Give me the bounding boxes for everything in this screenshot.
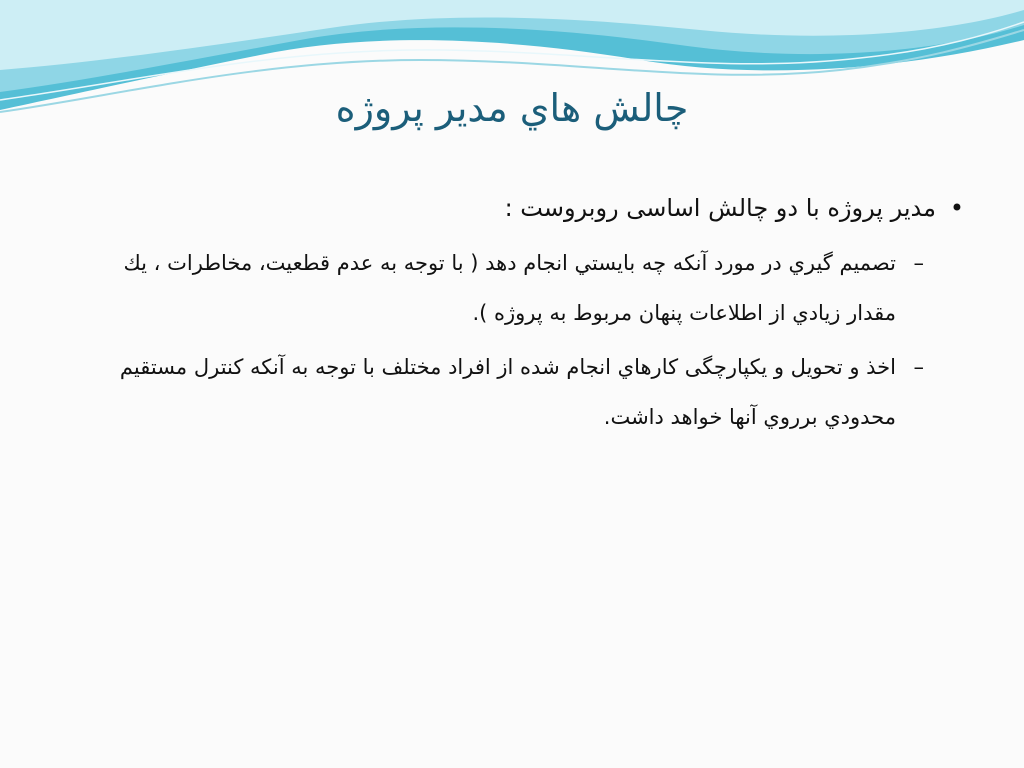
slide-content (84, 188, 964, 446)
sub-bullet-marker: – (913, 251, 924, 275)
sub-bullet-marker: – (913, 355, 924, 379)
bullet-item (84, 188, 964, 228)
sub-bullet-item (84, 238, 924, 338)
slide-title: چالش هاي مدير پروژه (335, 86, 689, 130)
sub-bullet-item (84, 342, 924, 442)
bullet-text: مدیر پروژه با دو چالش اساسی روبروست : (504, 194, 936, 222)
sub-bullet-text: تصميم گيري در مورد آنكه چه بايستي انجام دهد ( با توجه به عدم قطعيت، مخاطرات ، يك مقدار زيادي از اطلاعات پنهان مربوط به پروژه ). (123, 251, 896, 325)
sub-bullet-list (84, 238, 964, 442)
sub-bullet-text: اخذ و تحويل و يكپارچگی كارهاي انجام شده از افراد مختلف با توجه به آنكه كنترل مستقيم محدودي برروي آنها خواهد داشت. (119, 355, 896, 429)
bullet-marker: • (949, 194, 964, 222)
